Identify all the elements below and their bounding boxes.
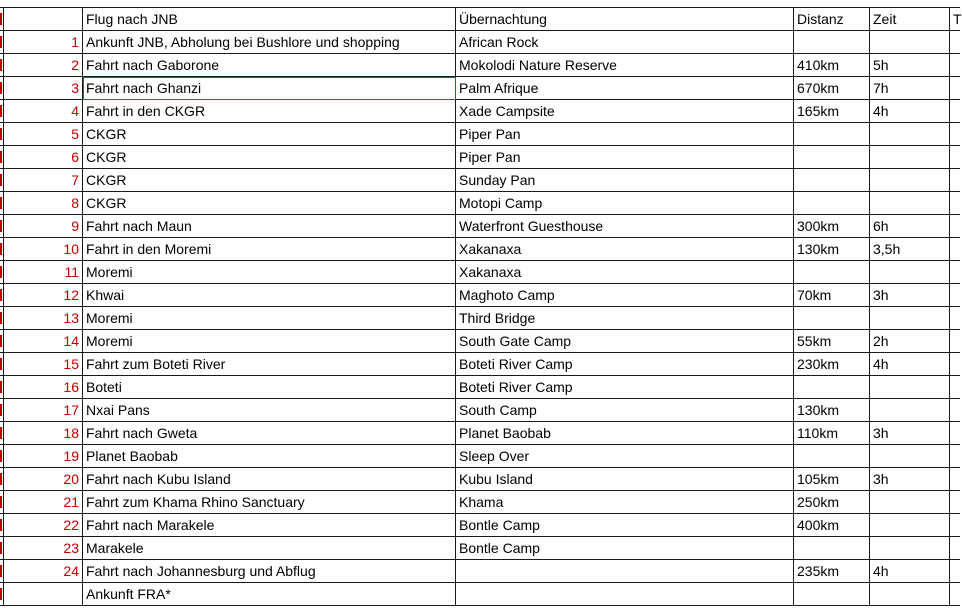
cell-day[interactable]: 14 [4, 330, 83, 353]
cell-extra[interactable] [950, 537, 960, 560]
cell-distance[interactable]: 110km [794, 422, 870, 445]
cell-stay[interactable]: Palm Afrique [456, 77, 794, 100]
table-row [0, 514, 960, 537]
cell-day[interactable]: 15 [4, 353, 83, 376]
cell-time[interactable] [870, 169, 950, 192]
cell-time[interactable]: 6h [870, 215, 950, 238]
cell-day[interactable]: 1 [4, 31, 83, 54]
cell-stay[interactable]: Third Bridge [456, 307, 794, 330]
cell-time[interactable]: 3h [870, 284, 950, 307]
row-marker [0, 473, 2, 485]
row-marker [0, 404, 2, 416]
cell-route[interactable]: Fahrt nach Kubu Island [83, 468, 456, 491]
cell-stay[interactable]: Motopi Camp [456, 192, 794, 215]
cell-time[interactable]: 4h [870, 353, 950, 376]
cell-distance[interactable]: 235km [794, 560, 870, 583]
cell-route[interactable]: Boteti [83, 376, 456, 399]
cell-route[interactable]: Planet Baobab [83, 445, 456, 468]
cell-extra[interactable] [950, 77, 960, 100]
header-row [0, 8, 960, 31]
cell-day[interactable]: 12 [4, 284, 83, 307]
row-marker [0, 266, 2, 278]
cell-day[interactable]: 8 [4, 192, 83, 215]
cell-extra[interactable] [950, 330, 960, 353]
cell-stay[interactable]: Bontle Camp [456, 537, 794, 560]
table-row [0, 330, 960, 353]
cell-day[interactable]: 10 [4, 238, 83, 261]
cell-extra[interactable] [950, 491, 960, 514]
cell-distance[interactable]: 250km [794, 491, 870, 514]
cell-time[interactable] [870, 146, 950, 169]
cell-route[interactable]: CKGR [83, 169, 456, 192]
cell-route[interactable]: Fahrt nach Gaborone [83, 54, 456, 77]
cell-distance[interactable] [794, 146, 870, 169]
row-marker [0, 220, 2, 232]
cell-time[interactable] [870, 192, 950, 215]
table-row [0, 31, 960, 54]
cell-extra[interactable] [950, 215, 960, 238]
cell-stay[interactable]: Xakanaxa [456, 261, 794, 284]
table-row [0, 146, 960, 169]
cell-stay-header[interactable]: Übernachtung [456, 8, 794, 31]
table-row [0, 192, 960, 215]
cell-route[interactable]: Fahrt in den Moremi [83, 238, 456, 261]
cell-extra[interactable] [950, 560, 960, 583]
cell-stay[interactable]: Boteti River Camp [456, 376, 794, 399]
cell-time[interactable] [870, 307, 950, 330]
cell-day[interactable]: 9 [4, 215, 83, 238]
row-marker [0, 588, 2, 600]
table-row [0, 376, 960, 399]
row-marker [0, 59, 2, 71]
cell-day[interactable]: 18 [4, 422, 83, 445]
cell-route[interactable]: Fahrt zum Khama Rhino Sanctuary [83, 491, 456, 514]
cell-extra[interactable] [950, 514, 960, 537]
table-row [0, 100, 960, 123]
row-marker [0, 197, 2, 209]
cell-stay[interactable]: Bontle Camp [456, 514, 794, 537]
cell-stay[interactable]: Khama [456, 491, 794, 514]
cell-time[interactable] [870, 376, 950, 399]
cell-distance[interactable]: 400km [794, 514, 870, 537]
cell-stay[interactable]: Piper Pan [456, 123, 794, 146]
cell-extra[interactable] [950, 54, 960, 77]
cell-extra[interactable] [950, 353, 960, 376]
table-row [0, 560, 960, 583]
table-row [0, 238, 960, 261]
cell-distance[interactable]: 410km [794, 54, 870, 77]
cell-stay[interactable] [456, 560, 794, 583]
cell-day[interactable] [4, 583, 83, 606]
row-marker [0, 496, 2, 508]
cell-time[interactable] [870, 583, 950, 606]
cell-day[interactable]: 11 [4, 261, 83, 284]
cell-route[interactable]: Ankunft JNB, Abholung bei Bushlore und shopping [83, 31, 456, 54]
cell-route[interactable]: CKGR [83, 146, 456, 169]
cell-distance[interactable]: 105km [794, 468, 870, 491]
cell-route[interactable]: Fahrt nach Gweta [83, 422, 456, 445]
cell-distance[interactable] [794, 31, 870, 54]
cell-distance[interactable]: 300km [794, 215, 870, 238]
table-row [0, 583, 960, 606]
cell-day[interactable]: 2 [4, 54, 83, 77]
cell-route[interactable]: Fahrt zum Boteti River [83, 353, 456, 376]
cell-stay[interactable] [456, 583, 794, 606]
table-row [0, 261, 960, 284]
table-row [0, 537, 960, 560]
cell-distance[interactable] [794, 307, 870, 330]
cell-extra[interactable] [950, 146, 960, 169]
cell-day[interactable]: 3 [4, 77, 83, 100]
cell-route[interactable]: Moremi [83, 307, 456, 330]
table-row [0, 215, 960, 238]
cell-time-header[interactable]: Zeit [870, 8, 950, 31]
cell-day[interactable]: 19 [4, 445, 83, 468]
cell-route[interactable]: Khwai [83, 284, 456, 307]
table-row [0, 491, 960, 514]
cell-day[interactable]: 17 [4, 399, 83, 422]
row-marker [0, 381, 2, 393]
cell-route[interactable]: Marakele [83, 537, 456, 560]
cell-extra[interactable] [950, 169, 960, 192]
cell-time[interactable] [870, 537, 950, 560]
cell-stay[interactable]: Sleep Over [456, 445, 794, 468]
cell-stay[interactable]: Waterfront Guesthouse [456, 215, 794, 238]
cell-stay[interactable]: Planet Baobab [456, 422, 794, 445]
cell-distance[interactable]: 130km [794, 238, 870, 261]
cell-distance[interactable] [794, 192, 870, 215]
cell-distance[interactable]: 130km [794, 399, 870, 422]
cell-route[interactable]: Fahrt nach Johannesburg und Abflug [83, 560, 456, 583]
cell-extra[interactable] [950, 31, 960, 54]
cell-day[interactable]: 5 [4, 123, 83, 146]
cell-time[interactable]: 2h [870, 330, 950, 353]
table-row [0, 54, 960, 77]
cell-stay[interactable]: Mokolodi Nature Reserve [456, 54, 794, 77]
row-marker [0, 289, 2, 301]
row-marker [0, 519, 2, 531]
cell-distance[interactable]: 55km [794, 330, 870, 353]
cell-time[interactable]: 3h [870, 468, 950, 491]
table-row [0, 77, 960, 100]
table-row [0, 445, 960, 468]
cell-route[interactable]: CKGR [83, 123, 456, 146]
cell-route[interactable]: Fahrt nach Marakele [83, 514, 456, 537]
table-row [0, 284, 960, 307]
cell-stay[interactable]: South Camp [456, 399, 794, 422]
cell-day[interactable]: 23 [4, 537, 83, 560]
row-marker [0, 358, 2, 370]
cell-distance[interactable]: 165km [794, 100, 870, 123]
table-row [0, 422, 960, 445]
cell-route[interactable]: Nxai Pans [83, 399, 456, 422]
cell-day[interactable]: 7 [4, 169, 83, 192]
cell-time[interactable]: 4h [870, 560, 950, 583]
cell-stay[interactable]: Sunday Pan [456, 169, 794, 192]
row-marker [0, 151, 2, 163]
row-marker [0, 105, 2, 117]
cell-distance[interactable] [794, 583, 870, 606]
cell-stay[interactable]: Piper Pan [456, 146, 794, 169]
cell-stay[interactable]: Kubu Island [456, 468, 794, 491]
cell-route[interactable]: Ankunft FRA* [83, 583, 456, 606]
cell-route[interactable]: CKGR [83, 192, 456, 215]
cell-extra[interactable] [950, 100, 960, 123]
cell-time[interactable] [870, 445, 950, 468]
row-marker [0, 335, 2, 347]
cell-day[interactable]: 24 [4, 560, 83, 583]
cell-time[interactable]: 4h [870, 100, 950, 123]
cell-time[interactable] [870, 491, 950, 514]
table-row [0, 169, 960, 192]
cell-stay[interactable]: Xakanaxa [456, 238, 794, 261]
cell-extra[interactable] [950, 399, 960, 422]
cell-time[interactable] [870, 31, 950, 54]
cell-stay[interactable]: South Gate Camp [456, 330, 794, 353]
cell-day-header[interactable] [4, 8, 83, 31]
row-marker [0, 174, 2, 186]
cell-distance[interactable] [794, 445, 870, 468]
row-marker [0, 82, 2, 94]
cell-time[interactable] [870, 399, 950, 422]
cell-route[interactable]: Moremi [83, 261, 456, 284]
cell-day[interactable]: 20 [4, 468, 83, 491]
cell-stay[interactable]: Xade Campsite [456, 100, 794, 123]
cell-day[interactable]: 13 [4, 307, 83, 330]
table-row [0, 399, 960, 422]
cell-distance[interactable] [794, 169, 870, 192]
row-marker [0, 450, 2, 462]
row-marker [0, 243, 2, 255]
table-row [0, 123, 960, 146]
cell-distance[interactable] [794, 537, 870, 560]
cell-route[interactable]: Fahrt nach Ghanzi [83, 77, 456, 100]
cell-time[interactable]: 7h [870, 77, 950, 100]
cell-day[interactable]: 16 [4, 376, 83, 399]
cell-extra[interactable] [950, 376, 960, 399]
cell-time[interactable]: 3h [870, 422, 950, 445]
cell-distance[interactable]: 670km [794, 77, 870, 100]
cell-time[interactable]: 5h [870, 54, 950, 77]
cell-extra[interactable] [950, 192, 960, 215]
cell-distance[interactable]: 230km [794, 353, 870, 376]
cell-extra[interactable] [950, 284, 960, 307]
table-row [0, 307, 960, 330]
cell-time[interactable]: 3,5h [870, 238, 950, 261]
cell-distance-header[interactable]: Distanz [794, 8, 870, 31]
cell-route[interactable]: Fahrt in den CKGR [83, 100, 456, 123]
cell-distance[interactable] [794, 123, 870, 146]
cell-stay[interactable]: African Rock [456, 31, 794, 54]
cell-route[interactable]: Fahrt nach Maun [83, 215, 456, 238]
row-marker [0, 427, 2, 439]
cell-day[interactable]: 22 [4, 514, 83, 537]
cell-extra[interactable] [950, 445, 960, 468]
cell-extra[interactable] [950, 261, 960, 284]
cell-time[interactable] [870, 514, 950, 537]
cell-extra[interactable] [950, 307, 960, 330]
table-row [0, 468, 960, 491]
cell-extra[interactable] [950, 422, 960, 445]
cell-route[interactable]: Moremi [83, 330, 456, 353]
cell-extra-header[interactable]: T [950, 8, 960, 31]
row-marker [0, 565, 2, 577]
cell-distance[interactable] [794, 261, 870, 284]
cell-day[interactable]: 4 [4, 100, 83, 123]
cell-extra[interactable] [950, 468, 960, 491]
cell-route-header[interactable]: Flug nach JNB [83, 8, 456, 31]
cell-distance[interactable]: 70km [794, 284, 870, 307]
cell-stay[interactable]: Boteti River Camp [456, 353, 794, 376]
cell-extra[interactable] [950, 583, 960, 606]
cell-time[interactable] [870, 261, 950, 284]
cell-extra[interactable] [950, 123, 960, 146]
row-marker [0, 312, 2, 324]
cell-stay[interactable]: Maghoto Camp [456, 284, 794, 307]
table-row [0, 353, 960, 376]
cell-day[interactable]: 21 [4, 491, 83, 514]
cell-extra[interactable] [950, 238, 960, 261]
row-marker [0, 542, 2, 554]
cell-day[interactable]: 6 [4, 146, 83, 169]
cell-distance[interactable] [794, 376, 870, 399]
cell-time[interactable] [870, 123, 950, 146]
row-marker [0, 128, 2, 140]
row-marker [0, 36, 2, 48]
